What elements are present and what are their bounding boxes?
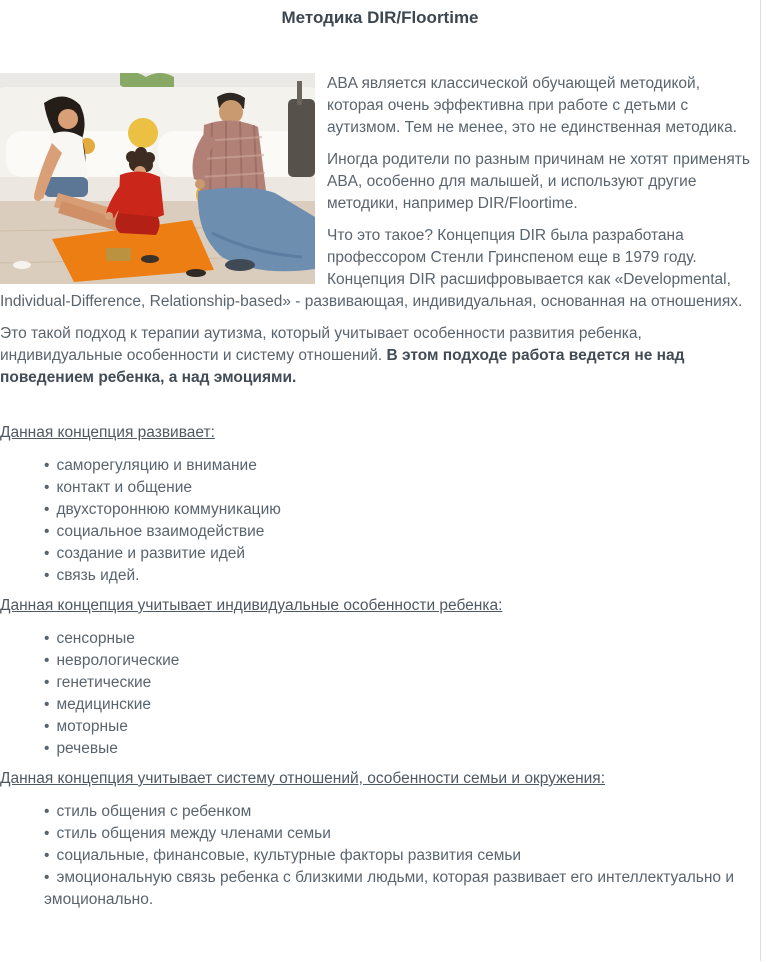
individual-features-list [0, 628, 760, 760]
list-item-text: генетические [56, 674, 152, 691]
list-item-text: моторные [56, 718, 128, 735]
bullet-icon: • [44, 545, 50, 562]
list-item-text: связь идей. [56, 567, 140, 584]
bullet-icon: • [44, 479, 50, 496]
list-item [44, 738, 760, 760]
list-item-text: стиль общения между членами семьи [56, 825, 331, 842]
list-item [44, 867, 760, 911]
paragraph-aba-intro: ABA является классической обучающей методикой, которая очень эффективна при работе с детьми с аутизмом. Тем не менее, это не единственная методика. [327, 75, 738, 136]
list-item-text: контакт и общение [56, 479, 192, 496]
list-item-text: медицинские [56, 696, 151, 713]
bullet-icon: • [44, 847, 50, 864]
list-item-text: неврологические [56, 652, 180, 669]
concept-sections [0, 422, 760, 911]
approach-text: Это такой подход к терапии аутизма, который учитывает особенности развития ребенка, индивидуальные особенности и систему отношений. [0, 325, 642, 364]
approach-emphasis: В этом подходе работа ведется не над поведением ребенка, а над эмоциями. [0, 347, 685, 386]
list-item [44, 628, 760, 650]
list-item [44, 543, 760, 565]
bullet-icon: • [44, 523, 50, 540]
article-body [0, 73, 760, 911]
family-photo [0, 73, 315, 284]
list-item [44, 455, 760, 477]
list-item-text: создание и развитие идей [56, 545, 246, 562]
family-photo-illustration [0, 73, 315, 284]
list-item-text: речевые [56, 740, 118, 757]
list-item-text: сенсорные [56, 630, 135, 647]
bullet-icon: • [44, 652, 50, 669]
bullet-icon: • [44, 825, 50, 842]
list-item-text: социальное взаимодействие [56, 523, 265, 540]
list-item-text: эмоциональную связь ребенка с близкими людьми, которая развивает его интеллектуально и эмоционально. [44, 869, 734, 908]
bullet-icon: • [44, 501, 50, 518]
bullet-icon: • [44, 869, 50, 886]
list-item-text: саморегуляцию и внимание [56, 457, 257, 474]
section-heading-individual: Данная концепция учитывает индивидуальные особенности ребенка: [0, 597, 503, 614]
list-item [44, 801, 760, 823]
bullet-icon: • [44, 457, 50, 474]
list-item [44, 521, 760, 543]
list-item [44, 694, 760, 716]
list-item-text: стиль общения с ребенком [56, 803, 252, 820]
list-item [44, 477, 760, 499]
list-item [44, 650, 760, 672]
list-item [44, 672, 760, 694]
list-item [44, 845, 760, 867]
paragraph-dir-history: Что это такое? Концепция DIR была разработана профессором Стенли Гринспеном еще в 1979 году. Концепция DIR расшифровывается как «Developmental, Individual-Difference, Relationship-based» - развивающая, индивидуальная, основанная на отношениях. [0, 227, 743, 310]
list-item [44, 565, 760, 587]
list-item-text: социальные, финансовые, культурные факторы развития семьи [56, 847, 522, 864]
bullet-icon: • [44, 630, 50, 647]
page-title: Методика DIR/Floortime [281, 8, 479, 27]
bullet-icon: • [44, 674, 50, 691]
list-item [44, 716, 760, 738]
develops-list [0, 455, 760, 587]
bullet-icon: • [44, 803, 50, 820]
section-heading-relationships: Данная концепция учитывает систему отношений, особенности семьи и окружения: [0, 770, 606, 787]
bullet-icon: • [44, 567, 50, 584]
bullet-icon: • [44, 718, 50, 735]
bullet-icon: • [44, 696, 50, 713]
section-heading-develops: Данная концепция развивает: [0, 424, 215, 441]
list-item [44, 823, 760, 845]
relationships-list [0, 801, 760, 911]
paragraph-parents-choice: Иногда родители по разным причинам не хотят применять ABA, особенно для малышей, и используют другие методики, например DIR/Floortime. [327, 151, 750, 212]
paragraph-approach [0, 323, 760, 389]
bullet-icon: • [44, 740, 50, 757]
list-item-text: двухстороннюю коммуникацию [56, 501, 281, 518]
list-item [44, 499, 760, 521]
